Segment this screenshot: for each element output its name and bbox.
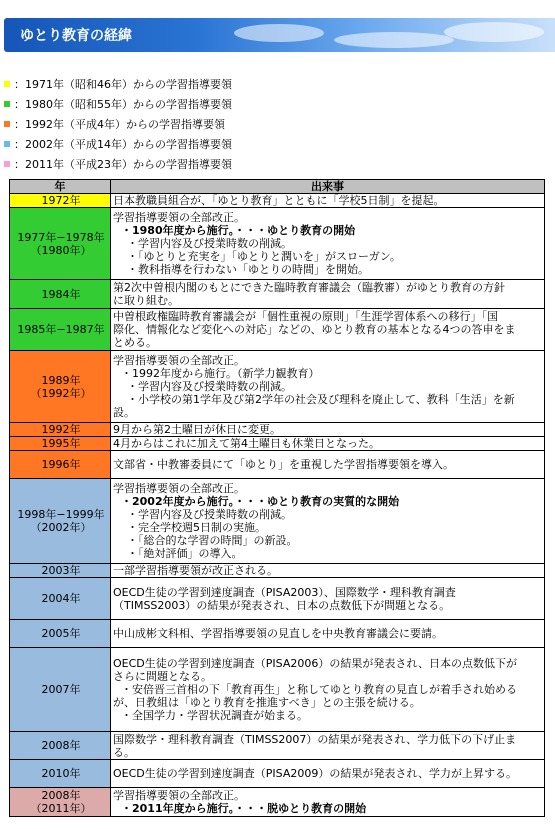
legend-label: ：2011年（平成23年）からの学習指導要領: [14, 158, 232, 171]
event-cell: [111, 620, 545, 648]
event-line: OECD生徒の学習到達度調査（PISA2003）、国際数学・理科教育調査: [113, 585, 456, 599]
event-line: 中曽根政権臨時教育審議会が「個性重視の原則」「生涯学習体系への移行」「国: [113, 310, 498, 323]
table-row: [10, 648, 545, 732]
event-line: ・「絶対評価」の導入。: [127, 547, 243, 560]
table-row: [10, 564, 545, 578]
year-cell: [10, 351, 111, 423]
event-line: 文部省・中教審委員にて「ゆとり」を重視した学習指導要領を導入。: [113, 458, 454, 471]
table-row: [10, 760, 545, 788]
event-line: 日本教職員組合が、「ゆとり教育」とともに「学校5日制」を提起。: [113, 194, 445, 207]
year-text: 2008年: [41, 789, 81, 802]
cloud-decoration: [444, 22, 544, 42]
event-cell: [111, 208, 545, 280]
year-cell: [10, 620, 111, 648]
event-line: ・2011年度から施行。・・・脱ゆとり教育の開始: [121, 802, 367, 815]
legend-color-swatch: [4, 121, 10, 127]
event-cell: [111, 351, 545, 423]
event-line: る。: [113, 745, 135, 759]
event-line: ・1980年度から施行。・・・ゆとり教育の開始: [121, 224, 356, 237]
event-line: 学習指導要領の全部改正。: [113, 789, 245, 802]
event-line: OECD生徒の学習到達度調査（PISA2006）の結果が発表され、日本の点数低下が: [113, 657, 518, 670]
year-cell: [10, 732, 111, 760]
year-text: 1989年: [41, 373, 81, 387]
event-line: ・1992年度から施行。（新学力観教育）: [121, 367, 320, 380]
event-line: ・安倍晋三首相の下「教育再生」と称してゆとり教育の見直しが着手され始める: [121, 683, 517, 696]
year-text: 2005年: [41, 627, 81, 640]
event-cell: [111, 451, 545, 479]
event-cell: [111, 732, 545, 760]
year-cell: [10, 437, 111, 451]
legend-label: ：1971年（昭和46年）からの学習指導要領: [14, 78, 232, 91]
event-line: 学習指導要領の全部改正。: [113, 211, 245, 224]
year-text: 1972年: [41, 194, 81, 207]
event-line: さらに問題となる。: [113, 670, 212, 683]
table-row: [10, 423, 545, 437]
table-row: [10, 208, 545, 280]
legend-label: ：1992年（平成4年）からの学習指導要領: [14, 118, 225, 131]
event-cell: [111, 280, 545, 309]
event-line: ・全国学力・学習状況調査が始まる。: [121, 709, 308, 722]
event-line: ・2002年度から施行。・・・ゆとり教育の実質的な開始: [121, 495, 400, 508]
table-row: [10, 451, 545, 479]
event-line: ・「ゆとりと充実を」「ゆとりと潤いを」がスローガン。: [127, 250, 401, 263]
year-text: 1998年−1999年: [17, 508, 105, 521]
table-row: [10, 309, 545, 351]
table-row: [10, 788, 545, 817]
legend-item: [4, 134, 232, 154]
year-text: 1996年: [41, 458, 81, 471]
year-cell: [10, 648, 111, 732]
event-line: ・小学校の第1学年及び第2学年の社会及び理科を廃止して、教科「生活」を新: [127, 393, 515, 406]
event-line: OECD生徒の学習到達度調査（PISA2009）の結果が発表され、学力が上昇する。: [113, 767, 518, 780]
year-cell: [10, 208, 111, 280]
table-row: [10, 194, 545, 208]
year-text: 2010年: [41, 767, 81, 780]
event-cell: [111, 437, 545, 451]
cloud-decoration: [234, 24, 324, 42]
year-cell: [10, 564, 111, 578]
year-cell: [10, 760, 111, 788]
event-cell: [111, 788, 545, 817]
event-cell: [111, 309, 545, 351]
year-text: 1984年: [41, 287, 81, 301]
event-cell: [111, 648, 545, 732]
legend-label: ：2002年（平成14年）からの学習指導要領: [14, 138, 232, 151]
legend-color-swatch: [4, 81, 10, 87]
table-header-row: [10, 180, 545, 194]
table-row: [10, 732, 545, 760]
legend: [4, 74, 232, 174]
event-line: ・学習内容及び授業時数の削減。: [127, 237, 292, 250]
event-line: ・完全学校週5日制の実施。: [127, 521, 266, 534]
event-line: 中山成彬文科相、学習指導要領の見直しを中央教育審議会に要請。: [113, 627, 443, 640]
legend-item: [4, 74, 232, 94]
event-cell: [111, 578, 545, 620]
table-row: [10, 578, 545, 620]
table-row: [10, 479, 545, 564]
event-line: 国際数学・理科教育調査（TIMSS2007）の結果が発表され、学力低下の下げ止ま: [113, 732, 517, 746]
event-line: 4月からはこれに加えて第4土曜日も休業日となった。: [113, 437, 380, 450]
year-text: 2003年: [41, 564, 81, 577]
timeline-table: [9, 179, 545, 817]
event-line: 学習指導要領の全部改正。: [113, 482, 245, 495]
page-header: [4, 18, 555, 52]
legend-color-swatch: [4, 101, 10, 107]
legend-color-swatch: [4, 161, 10, 167]
event-line: に取り組む。: [113, 294, 179, 307]
table-row: [10, 280, 545, 309]
year-text: 1992年: [41, 423, 81, 436]
year-text: （1980年）: [30, 243, 92, 257]
year-cell: [10, 451, 111, 479]
year-text: 2007年: [41, 683, 81, 696]
event-line: ・学習内容及び授業時数の削減。: [127, 508, 292, 521]
event-line: とめる。: [113, 336, 157, 349]
event-line: 第2次中曽根内閣のもとにできた臨時教育審議会（臨教審）がゆとり教育の方針: [113, 281, 505, 294]
event-cell: [111, 564, 545, 578]
year-text: 1985年−1987年: [17, 323, 105, 336]
year-text: 1995年: [41, 437, 81, 450]
event-line: ・教科指導を行わない「ゆとりの時間」を開始。: [127, 263, 369, 276]
event-cell: [111, 423, 545, 437]
legend-item: [4, 94, 232, 114]
event-cell: [111, 760, 545, 788]
legend-item: [4, 114, 232, 134]
cloud-decoration: [334, 32, 454, 48]
event-cell: [111, 194, 545, 208]
year-column-header: 年: [10, 180, 111, 194]
year-cell: [10, 309, 111, 351]
table-row: [10, 620, 545, 648]
table-row: [10, 437, 545, 451]
year-text: （1992年）: [30, 386, 92, 400]
event-line: 9月から第2土曜日が休日に変更。: [113, 423, 281, 436]
year-cell: [10, 194, 111, 208]
year-text: （2002年）: [30, 521, 92, 534]
year-cell: [10, 788, 111, 817]
year-text: 2008年: [41, 739, 81, 752]
event-line: 際化、情報化など変化への対応」などの、ゆとり教育の基本となる4つの答申をま: [113, 323, 516, 336]
event-column-header: 出来事: [111, 180, 545, 194]
event-line: 学習指導要領の全部改正。: [113, 354, 245, 367]
event-line: ・「総合的な学習の時間」の新設。: [127, 534, 298, 547]
event-line: 一部学習指導要領が改正される。: [113, 564, 278, 577]
year-cell: [10, 280, 111, 309]
year-text: （2011年）: [30, 802, 92, 815]
year-text: 2004年: [41, 592, 81, 605]
year-cell: [10, 423, 111, 437]
legend-item: [4, 154, 232, 174]
table-row: [10, 351, 545, 423]
page-title: ゆとり教育の経緯: [20, 28, 132, 44]
year-text: 1977年−1978年: [17, 230, 105, 244]
event-cell: [111, 479, 545, 564]
event-line: 設。: [113, 406, 135, 419]
legend-label: ：1980年（昭和55年）からの学習指導要領: [14, 98, 232, 111]
year-cell: [10, 578, 111, 620]
legend-color-swatch: [4, 141, 10, 147]
event-line: （TIMSS2003）の結果が発表され、日本の点数低下が問題となる。: [113, 598, 451, 612]
year-cell: [10, 479, 111, 564]
event-line: ・学習内容及び授業時数の削減。: [127, 380, 292, 393]
event-line: が、日教組は「ゆとり教育を推進すべき」との主張を続ける。: [113, 696, 421, 709]
